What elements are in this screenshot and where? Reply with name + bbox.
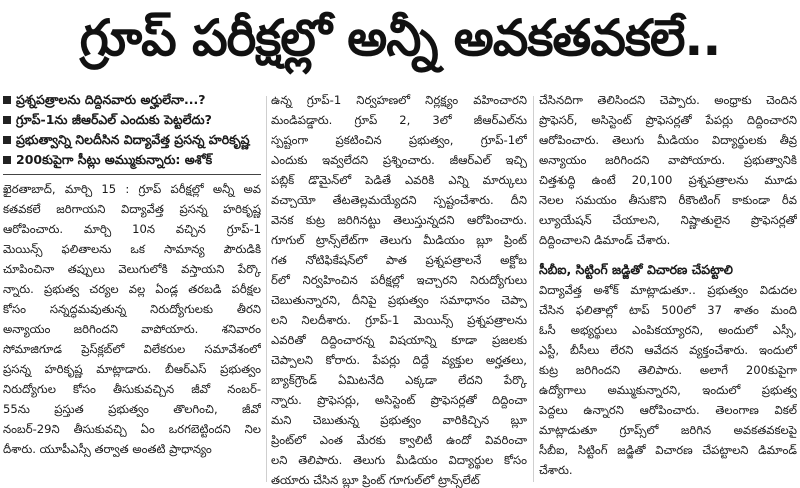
body-line: సోమాజిగూడ ప్రెస్‌క్లబ్‌లో విలేకరుల సమావేశంలో: [3, 342, 261, 356]
body-line: చెబుతున్నారని, దీనిపై ప్రభుత్వం సమాధానం చెప్పా: [271, 293, 527, 307]
body-line: లని తెలిపారు. తెలుగు మీడియం విద్యార్థుల కోసం: [271, 453, 527, 467]
body-line: పబ్లిక్ డొమైన్‌లో పెడితే ఎవరికి ఎన్ని మార్కులు: [271, 173, 527, 187]
column-2: [271, 90, 527, 488]
body-line: వచ్చాయో తేటతెల్లమయ్యేదని స్పష్టంచేశారు. దీని: [271, 193, 527, 207]
body-line: మాట్లాడుతూ గ్రూప్స్‌లో జరిగిన అవకతవకలపై: [539, 423, 797, 437]
headline: గ్రూప్ పరీక్షల్లో అన్నీ అవకతవకలే..: [79, 8, 721, 67]
body-line: చేసిన ఫలితాల్లో టాప్ 500లో 37 శాతం మంది: [539, 303, 797, 317]
body-line: ఉన్న గ్రూప్-1 నిర్వహణలో నిర్లక్ష్యం వహించారని: [271, 93, 527, 107]
bullets-divider: [3, 174, 261, 175]
bullet-text: ప్రశ్నపత్రాలను దిద్దినవారు అర్హులేనా...?: [16, 92, 206, 107]
column-1: [3, 90, 261, 488]
body-line: గత నోటిఫికేషన్‌లో పాత ప్రశ్నపత్రాలనే అక్టోబ: [271, 253, 527, 267]
body-line: మని చెబుతున్న ప్రభుత్వం వారికిచ్చిన బ్లూ: [271, 413, 527, 427]
body-line: ఆరోపించారు. తెలుగు మీడియం విద్యార్థులకు తీవ్ర: [539, 133, 797, 147]
body-line: ఎస్టీ, బీసీలు లేరని ఆవేదన వ్యక్తంచేశారు. ఇందులో: [539, 343, 797, 357]
body-line: అన్యాయం జరిగిందని వాపోయారు. శనివారం: [3, 322, 261, 336]
body-line: కతవకలే జరిగాయని విద్యావేత్త ప్రసన్న హరికృష్ణ: [3, 202, 261, 216]
body-line: చేశారు.: [539, 463, 573, 477]
body-line: ఉద్యోగాలు అమ్ముకున్నారని, ఇందులో ప్రభుత్వ: [539, 383, 797, 397]
bullet-point: [3, 130, 261, 150]
body-line: విద్యావేత్త అశోక్ మాట్లాడుతూ.. ప్రభుత్వం విడుదల: [539, 283, 797, 297]
body-line: గూగుల్ ట్రాన్స్‌లేట్‌గా తెలుగు మీడియం బ్లూ ప్రింట్: [271, 233, 527, 247]
body-line: నంబర్-29ని తీసుకువచ్చి ఏం ఒరగబెట్టిందని నిల: [3, 422, 261, 436]
body-line: బ్యాక్‌గ్రౌండ్ ఏమిటనేది ఎక్కడా లేదని పేర్కొ: [271, 373, 527, 387]
body-line: న్నారు. ప్రొఫెసర్లు, అసిస్టెంట్ ప్రొఫెసర్లతో దిద్దించా: [271, 393, 527, 407]
body-line: దిద్దించాలని డిమాండ్ చేశారు.: [539, 233, 671, 247]
body-line: కోసం సన్నద్ధమవుతున్న నిరుద్యోగులకు తీరని: [3, 302, 261, 316]
body-line: ప్రొఫెసర్, అసిస్టెంట్ ప్రొఫెసర్లతో పేపర్లు దిద్దించారని: [539, 113, 797, 127]
bullet-text: 200కుపైగా సీట్లు అమ్ముకున్నారు: అశోక్: [16, 152, 213, 167]
body-line: మెయిన్స్ ఫలితాలను ఒక సామాన్య పౌరుడికి: [3, 242, 261, 256]
body-line: వెనక కుట్ర జరిగినట్టు తెలుస్తున్నదని ఆరోపించారు.: [271, 213, 527, 227]
bullet-point: [3, 110, 261, 130]
body-line: దీశారు. యూపీఎస్సీ తర్వాత అంతటి ప్రాధాన్యం: [3, 442, 212, 456]
body-line: మండిపడ్డారు. గ్రూప్ 2, 3లో జీఆర్ఎల్‌ను: [271, 113, 527, 127]
body-line: పెద్దలు ఉన్నారని ఆరోపించారు. తెలంగాణ వికల్: [539, 403, 797, 417]
body-line: అన్యాయం జరిగిందని వాపోయారు. ప్రభుత్వానికి: [539, 153, 797, 167]
body-line: ప్రసన్న హరికృష్ణ మాట్లాడారు. బీఆర్ఎస్ ప్రభుత్వం: [3, 362, 261, 376]
bullet-text: గ్రూప్-1ను జీఆర్ఎల్ ఎందుకు పెట్టలేదు?: [16, 112, 212, 127]
body-line: తయారు చేసిన బ్లూ ప్రింట్ గూగుల్‌లో ట్రాన్స్‌లేట్: [271, 473, 480, 487]
body-line: ప్రింట్‌లో ఎంత మేరకు క్వాలిటీ ఉందో వివరించా: [271, 433, 527, 447]
body-line: ఓసీ అభ్యర్థులు ఎంపికయ్యారని, అందులో ఎస్సీ,: [539, 323, 797, 337]
square-bullet-icon: [3, 116, 11, 124]
section-subheading: సీబీఐ, సిట్టింగ్ జడ్జితో విచారణ చేపట్టాలి: [539, 262, 733, 277]
body-line: ఎవరితో దిద్దించారన్న విషయాన్ని కూడా ప్రజలకు: [271, 333, 527, 347]
column-divider: [266, 96, 267, 482]
column-3: [539, 90, 797, 488]
body-line: న్నారు. ప్రభుత్వ చర్యల వల్ల ఏండ్ల తరబడి పరీక్షల: [3, 282, 261, 296]
body-line: ఆరోపించారు. మార్చి 10న వచ్చిన గ్రూప్-1: [3, 222, 261, 236]
square-bullet-icon: [3, 136, 11, 144]
body-line: నెలల సమయం తీసుకొని రీకౌంటింగ్ కాకుండా రీవ: [539, 193, 797, 207]
body-line: నిరుద్యోగుల కోసం తీసుకువచ్చిన జీవో నంబర్-: [3, 382, 261, 396]
body-line: ఖైరతాబాద్, మార్చి 15 : గ్రూప్ పరీక్షల్లో అన్నీ అవ: [3, 182, 261, 196]
body-line: ల్యూయేషన్ చేయాలని, నిష్ణాతులైన ప్రొఫెసర్లతో: [539, 213, 797, 227]
bullet-point: [3, 150, 261, 170]
bullet-point: [3, 90, 261, 110]
column-divider: [533, 96, 534, 482]
body-line: చెప్పాలని కోరారు. పేపర్లు దిద్దే వ్యక్తుల అర్హతలు,: [271, 353, 527, 367]
body-line: చిత్తశుద్ధి ఉంటే 20,100 ప్రశ్నపత్రాలను మూడు: [539, 173, 797, 187]
bullet-text: ప్రభుత్వాన్ని నిలదీసిన విద్యావేత్త ప్రసన్న హరికృష్ణ: [16, 132, 250, 147]
body-line: లని నిలదీశారు. గ్రూప్-1 మెయిన్స్ ప్రశ్నపత్రాలను: [271, 313, 527, 327]
body-line: 55ను ప్రస్తుత ప్రభుత్వం తొలగించి, జీవో: [3, 402, 261, 416]
square-bullet-icon: [3, 156, 11, 164]
body-line: సీబీఐ, సిట్టింగ్ జడ్జితో విచారణ చేపట్టాలని డిమాండ్: [539, 443, 797, 457]
body-line: ర్‌లో నిర్వహించిన పరీక్షల్లో ఇచ్చారని నిరుద్యోగులు: [271, 273, 527, 287]
square-bullet-icon: [3, 96, 11, 104]
body-line: ఎందుకు ఇవ్వలేదని ప్రశ్నించారు. జీఆర్ఎల్ ఇచ్చి: [271, 153, 527, 167]
body-line: చేసినదిగా తెలిసిందని చెప్పారు. అంధ్రాకు చెందిన: [539, 93, 797, 107]
body-line: స్పష్టంగా ప్రకటించిన ప్రభుత్వం, గ్రూప్-1లో: [271, 133, 527, 147]
body-line: చూపించినా తప్పులు వెలుగులోకి వస్తాయని పేర్కొ: [3, 262, 261, 276]
body-line: కుట్ర జరిగిందని తెలిపారు. అలాగే 200కుపైగా: [539, 363, 797, 377]
